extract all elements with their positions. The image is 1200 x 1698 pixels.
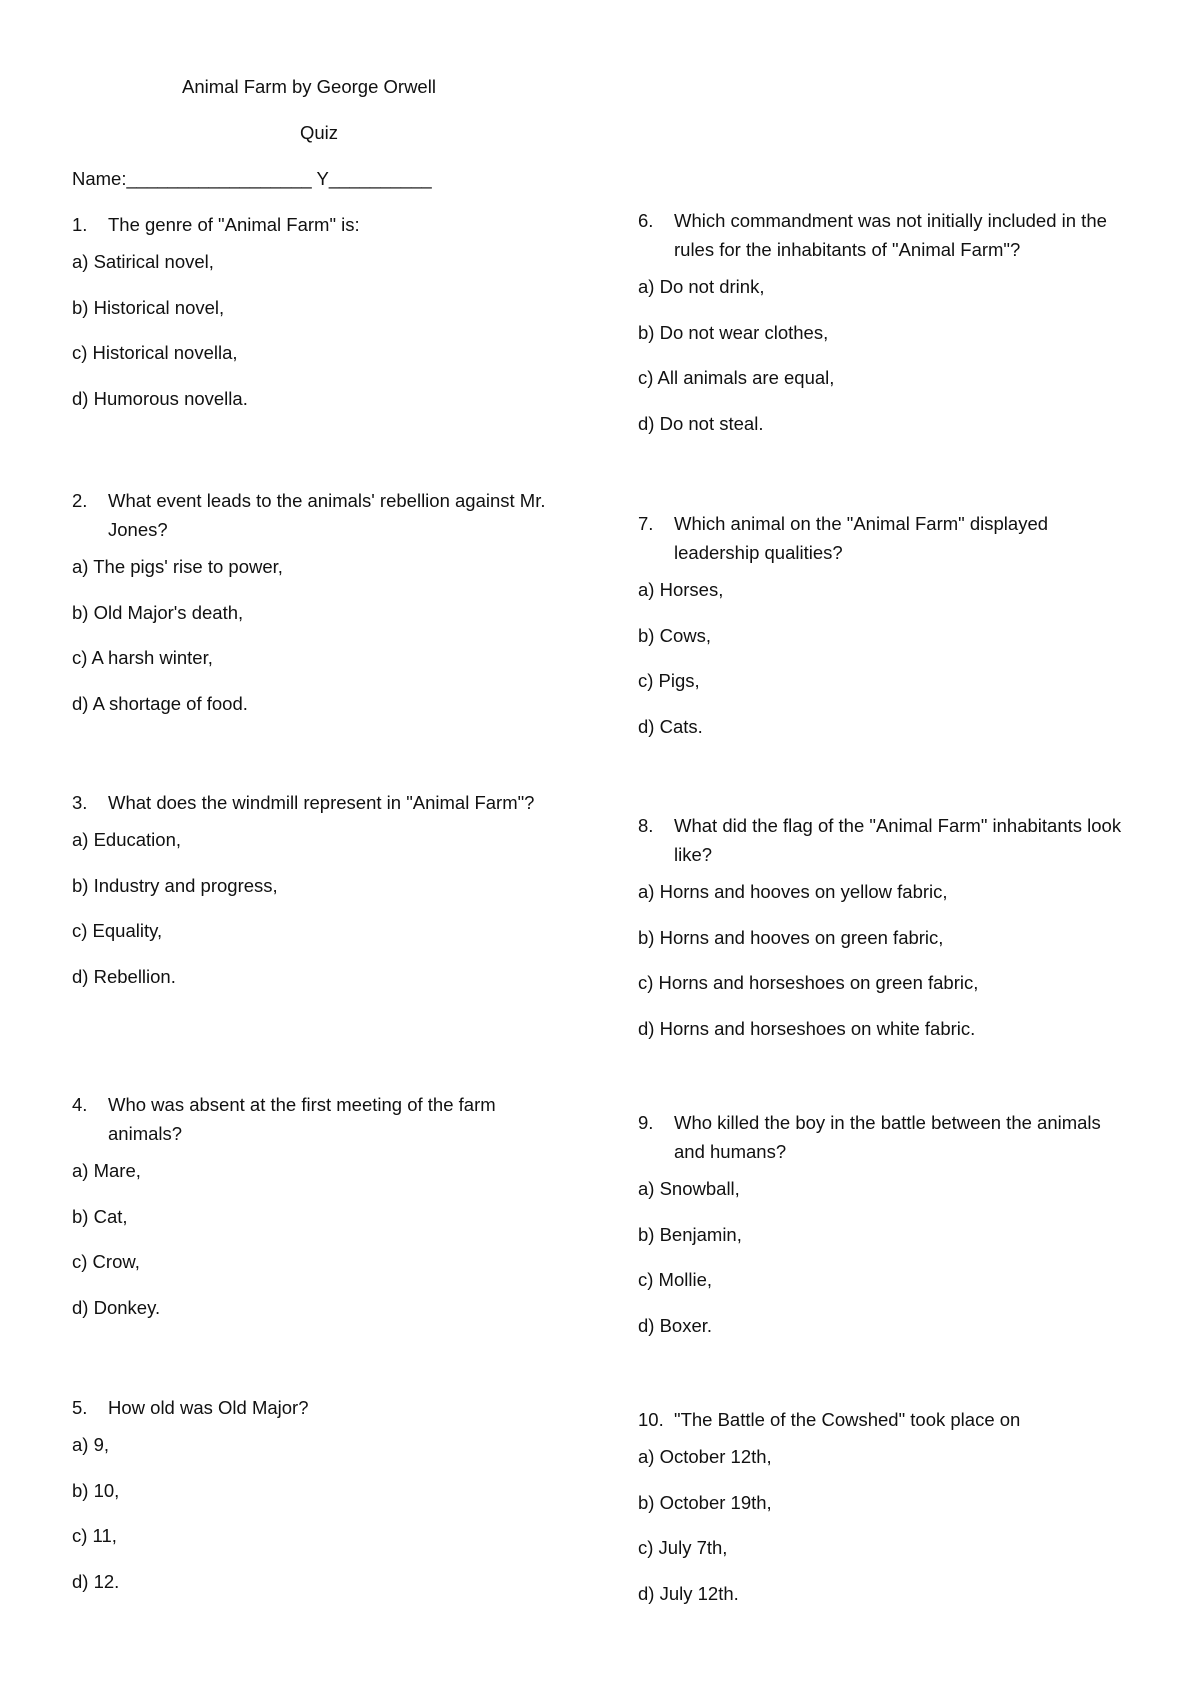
- answer-option: c) July 7th,: [638, 1537, 728, 1558]
- answer-option: b) Horns and hooves on green fabric,: [638, 926, 944, 948]
- question-7: [638, 509, 1134, 757]
- question-text: Who was absent at the first meeting of the farm animals?: [108, 1094, 496, 1144]
- answer-option: b) Cat,: [72, 1205, 128, 1227]
- page-title: Animal Farm by George Orwell: [182, 76, 436, 97]
- answer-option: b) Benjamin,: [638, 1223, 742, 1245]
- answer-option: c) Mollie,: [638, 1269, 713, 1290]
- question-text: Which commandment was not initially included in the rules for the inhabitants of "Animal Farm"?: [674, 210, 1107, 260]
- answer-option: a) Satirical novel,: [72, 251, 214, 272]
- question-text: What event leads to the animals' rebellion against Mr. Jones?: [108, 490, 546, 540]
- question-number: 3.: [72, 792, 88, 813]
- question-8: [638, 811, 1134, 1059]
- answer-option: b) Old Major's death,: [72, 601, 244, 623]
- question-9: [638, 1108, 1134, 1356]
- name-field-line: Name:__________________ Y__________: [72, 168, 432, 189]
- question-text: The genre of "Animal Farm" is:: [108, 214, 360, 235]
- question-text: "The Battle of the Cowshed" took place on: [674, 1409, 1021, 1430]
- answer-option: a) The pigs' rise to power,: [72, 556, 283, 577]
- question-text: Which animal on the "Animal Farm" displayed leadership qualities?: [674, 513, 1049, 563]
- answer-option: c) All animals are equal,: [638, 367, 835, 388]
- question-number: 10.: [638, 1409, 664, 1430]
- answer-option: d) 12.: [72, 1570, 120, 1592]
- answer-option: c) A harsh winter,: [72, 647, 213, 668]
- answer-option: c) 11,: [72, 1525, 117, 1546]
- answer-option: d) Humorous novella.: [72, 387, 248, 409]
- answer-option: c) Historical novella,: [72, 342, 238, 363]
- answer-option: a) October 12th,: [638, 1446, 772, 1467]
- question-4: [72, 1090, 568, 1338]
- answer-option: b) 10,: [72, 1479, 120, 1501]
- answer-option: d) Cats.: [638, 715, 703, 737]
- question-5: [72, 1393, 568, 1612]
- answer-option: d) Donkey.: [72, 1296, 161, 1318]
- answer-option: a) 9,: [72, 1434, 110, 1455]
- question-6: [638, 206, 1134, 454]
- page-subtitle: Quiz: [300, 122, 339, 143]
- question-number: 8.: [638, 815, 654, 836]
- answer-option: b) October 19th,: [638, 1491, 772, 1513]
- answer-option: b) Historical novel,: [72, 296, 225, 318]
- question-text: What did the flag of the "Animal Farm" inhabitants look like?: [674, 815, 1122, 865]
- answer-option: b) Cows,: [638, 624, 711, 646]
- question-number: 2.: [72, 490, 88, 511]
- question-10: [638, 1405, 1134, 1624]
- answer-option: a) Education,: [72, 829, 182, 850]
- answer-option: b) Industry and progress,: [72, 874, 278, 896]
- question-number: 1.: [72, 214, 88, 235]
- answer-option: d) July 12th.: [638, 1582, 739, 1604]
- question-number: 9.: [638, 1112, 654, 1133]
- answer-option: d) Boxer.: [638, 1314, 713, 1336]
- answer-option: d) Horns and horseshoes on white fabric.: [638, 1017, 976, 1039]
- question-text: How old was Old Major?: [108, 1397, 309, 1418]
- answer-option: a) Snowball,: [638, 1178, 740, 1199]
- answer-option: a) Horns and hooves on yellow fabric,: [638, 881, 948, 902]
- answer-option: a) Mare,: [72, 1160, 141, 1181]
- answer-option: a) Horses,: [638, 579, 724, 600]
- answer-option: a) Do not drink,: [638, 276, 765, 297]
- question-2: [72, 486, 568, 734]
- question-number: 7.: [638, 513, 654, 534]
- question-text: Who killed the boy in the battle between the animals and humans?: [674, 1112, 1101, 1162]
- question-1: [72, 210, 568, 429]
- answer-option: c) Crow,: [72, 1251, 140, 1272]
- question-3: [72, 788, 568, 1007]
- question-number: 5.: [72, 1397, 88, 1418]
- answer-option: d) Do not steal.: [638, 412, 764, 434]
- answer-option: c) Pigs,: [638, 670, 700, 691]
- answer-option: c) Horns and horseshoes on green fabric,: [638, 972, 979, 993]
- answer-option: c) Equality,: [72, 920, 163, 941]
- answer-option: d) Rebellion.: [72, 965, 176, 987]
- answer-option: d) A shortage of food.: [72, 692, 248, 714]
- question-number: 6.: [638, 210, 654, 231]
- answer-option: b) Do not wear clothes,: [638, 321, 829, 343]
- question-number: 4.: [72, 1094, 88, 1115]
- question-text: What does the windmill represent in "Animal Farm"?: [108, 792, 535, 813]
